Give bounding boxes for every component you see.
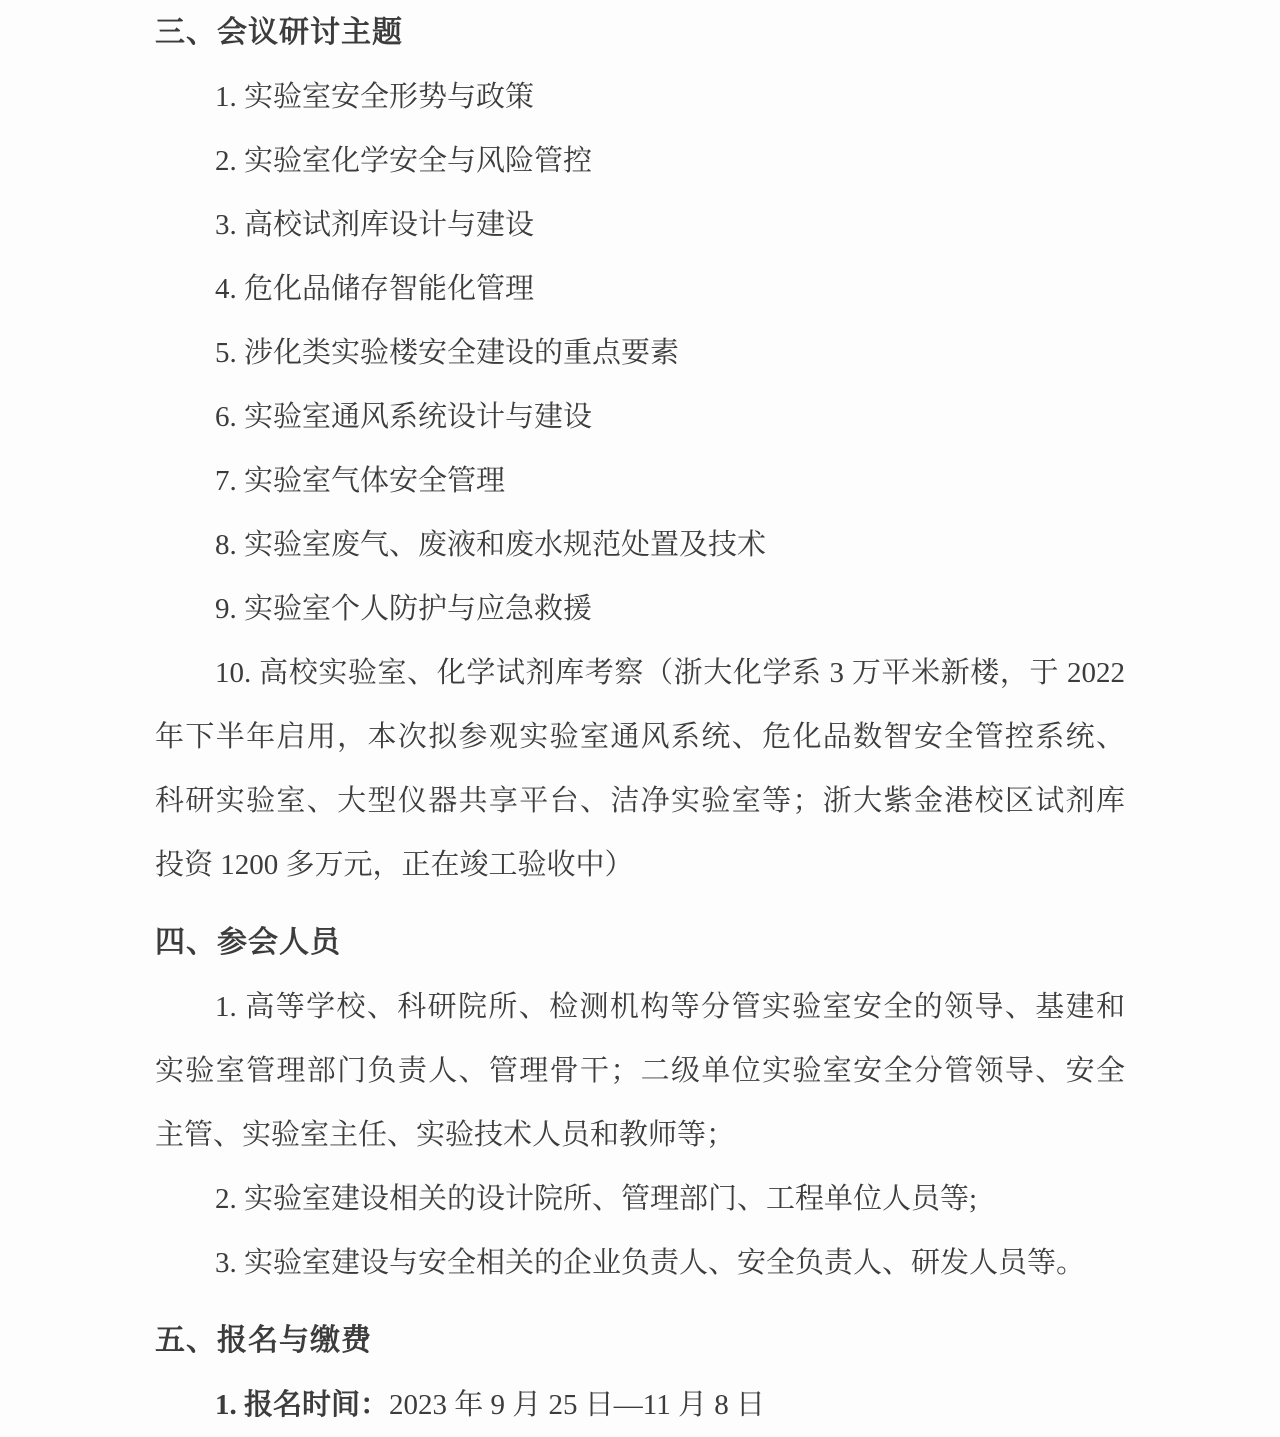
section-heading: 三、会议研讨主题 (155, 16, 403, 49)
topic-item: 7. 实验室气体安全管理 (215, 465, 506, 497)
topic-item: 6. 实验室通风系统设计与建设 (215, 401, 593, 433)
participant-paragraph-line: 1. 高等学校、科研院所、检测机构等分管实验室安全的领导、基建和 (215, 991, 1125, 1023)
tour-paragraph-line: 10. 高校实验室、化学试剂库考察（浙大化学系 3 万平米新楼，于 2022 (215, 657, 1125, 689)
topic-item: 3. 高校试剂库设计与建设 (215, 209, 535, 241)
topic-item: 9. 实验室个人防护与应急救援 (215, 593, 593, 625)
section-heading: 四、参会人员 (155, 926, 341, 959)
topic-item: 1. 实验室安全形势与政策 (215, 81, 535, 113)
participant-paragraph-line: 实验室管理部门负责人、管理骨干；二级单位实验室安全分管领导、安全 (155, 1055, 1125, 1087)
section-heading: 五、报名与缴费 (155, 1324, 372, 1357)
tour-paragraph-line: 投资 1200 多万元，正在竣工验收中） (155, 849, 634, 881)
registration-time-line (155, 1373, 1125, 1437)
topic-item: 2. 实验室化学安全与风险管控 (215, 145, 593, 177)
topic-item: 5. 涉化类实验楼安全建设的重点要素 (215, 337, 680, 369)
tour-paragraph-line: 科研实验室、大型仪器共享平台、洁净实验室等；浙大紫金港校区试剂库 (155, 785, 1125, 817)
participant-item: 3. 实验室建设与安全相关的企业负责人、安全负责人、研发人员等。 (215, 1247, 1086, 1279)
section-participants (155, 911, 1125, 1295)
topic-item: 4. 危化品储存智能化管理 (215, 273, 535, 305)
registration-time-label: 1. 报名时间： (215, 1389, 390, 1421)
section-meeting-topics (155, 1, 1125, 897)
topic-item: 8. 实验室废气、废液和废水规范处置及技术 (215, 529, 767, 561)
section-registration (155, 1309, 1125, 1437)
participant-paragraph-line: 主管、实验室主任、实验技术人员和教师等； (155, 1119, 736, 1151)
participant-item: 2. 实验室建设相关的设计院所、管理部门、工程单位人员等; (215, 1183, 978, 1215)
tour-paragraph-line: 年下半年启用，本次拟参观实验室通风系统、危化品数智安全管控系统、 (155, 721, 1125, 753)
registration-time-value: 2023 年 9 月 25 日—11 月 8 日 (389, 1389, 765, 1421)
